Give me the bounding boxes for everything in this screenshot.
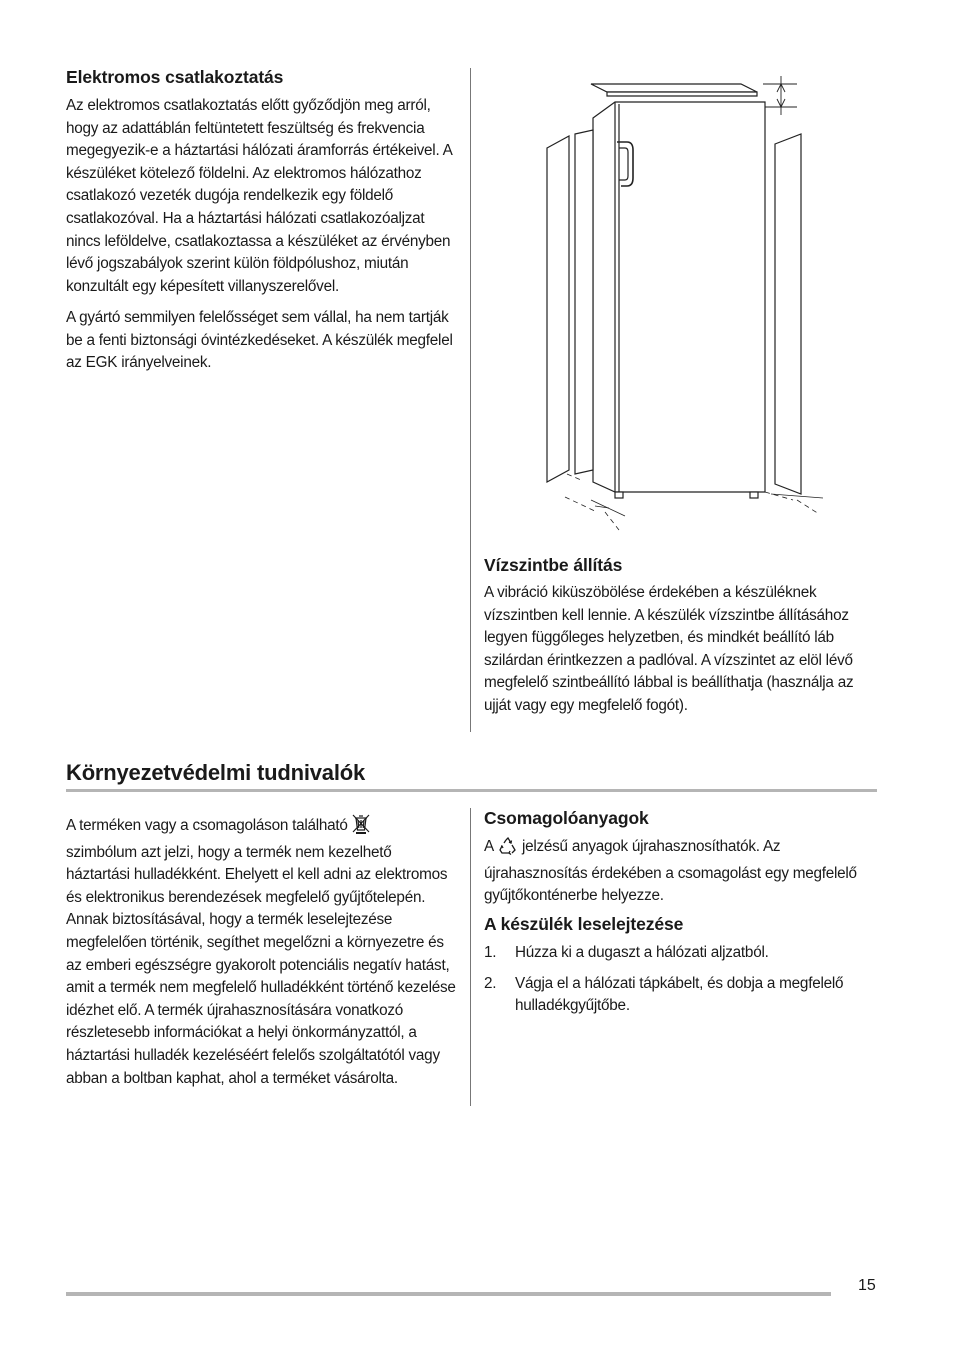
disposal-steps (484, 942, 869, 1018)
leveling-heading: Vízszintbe állítás (484, 555, 623, 575)
electrical-heading: Elektromos csatlakoztatás (66, 67, 284, 87)
environment-rule (66, 789, 877, 792)
packaging-text-rest: jelzésű anyagok újrahasznosíthatók. Az újrahasznosítás érdekében a csomagolást egy megfelelő gyűjtőkonténerbe helyezze. (484, 838, 857, 905)
step-text: Vágja el a hálózati tápkábelt, és dobja a megfelelő hulladékgyűjtőbe. (515, 974, 844, 1015)
electrical-paragraph-2: A gyártó semmilyen felelősséget sem vállal, ha nem tartják be a fenti biztonsági óvintézkedéseket. A készülék megfelel az EGK irányelveinek. (66, 309, 453, 372)
packaging-paragraph (484, 836, 869, 908)
fridge-installation-illustration (535, 72, 835, 534)
disposal-step (484, 973, 869, 1018)
recycle-icon (498, 837, 518, 863)
footer-rule (66, 1292, 831, 1296)
page-number: 15 (858, 1277, 876, 1294)
step-number: 1. (484, 944, 497, 961)
environment-heading: Környezetvédelmi tudnivalók (66, 760, 366, 785)
environment-text-start: A terméken vagy a csomagoláson található (66, 817, 348, 834)
column-divider-bottom (470, 808, 471, 1106)
column-divider-top (470, 68, 471, 732)
disposal-step (484, 942, 869, 965)
environment-paragraph (66, 814, 458, 1090)
environment-text-rest: szimbólum azt jelzi, hogy a termék nem kezelhető háztartási hulladékként. Ehelyett el kell adni az elektromos és elektronikus berendezések megfelelő gyűjtőtelepén. Annak biztosításával, hogy a termék leselejtezése megfelelően történik, segíthet megelőzni a környezetre és az emberi egészségre gyakorolt potenciális negatív hatást, amit a termék nem megfelelő hulladékként történő kezelése idézhet elő. A termék újrahasznosítására vonatkozó részletesebb információkat a helyi önkormányzattól, a háztartási hulladék kezeléséért felelős szolgáltatótól vagy abban a boltban kaphat, ahol a terméket vásárolta. (66, 843, 456, 1087)
packaging-text-start: A (484, 838, 494, 855)
step-text: Húzza ki a dugaszt a hálózati aljzatból. (515, 944, 769, 961)
packaging-heading: Csomagolóanyagok (484, 808, 649, 828)
disposal-heading: A készülék leselejtezése (484, 914, 684, 934)
leveling-paragraph: A vibráció kiküszöbölése érdekében a készüléknek vízszintben kell lennie. A készülék vízszintbe állításához legyen függőleges helyzetben, és mindkét beállító láb szilárdan érintkezzen a padlóval. A vízszintet az elöl lévő megfelelő szintbeállító lábbal is beállíthatja (használja az ujját vagy egy megfelelő fogót). (484, 584, 854, 714)
step-number: 2. (484, 974, 497, 992)
electrical-paragraph-1: Az elektromos csatlakoztatás előtt győződjön meg arról, hogy az adattáblán feltüntetett feszültség és frekvencia megegyezik-e a háztartási hálózati áramforrás értékeivel. A készüléket kötelező földelni. Az elektromos hálózathoz csatlakozó vezeték dugója rendelkezik egy földelő csatlakozóval. Ha a háztartási hálózati csatlakozóaljzat nincs leföldelve, csatlakoztassa a készüléket az érvényben lévő jogszabályok szerint külön földpólushoz, miután konzultált egy képesített villanyszerelővel. (66, 97, 452, 295)
crossed-bin-icon (352, 814, 370, 842)
